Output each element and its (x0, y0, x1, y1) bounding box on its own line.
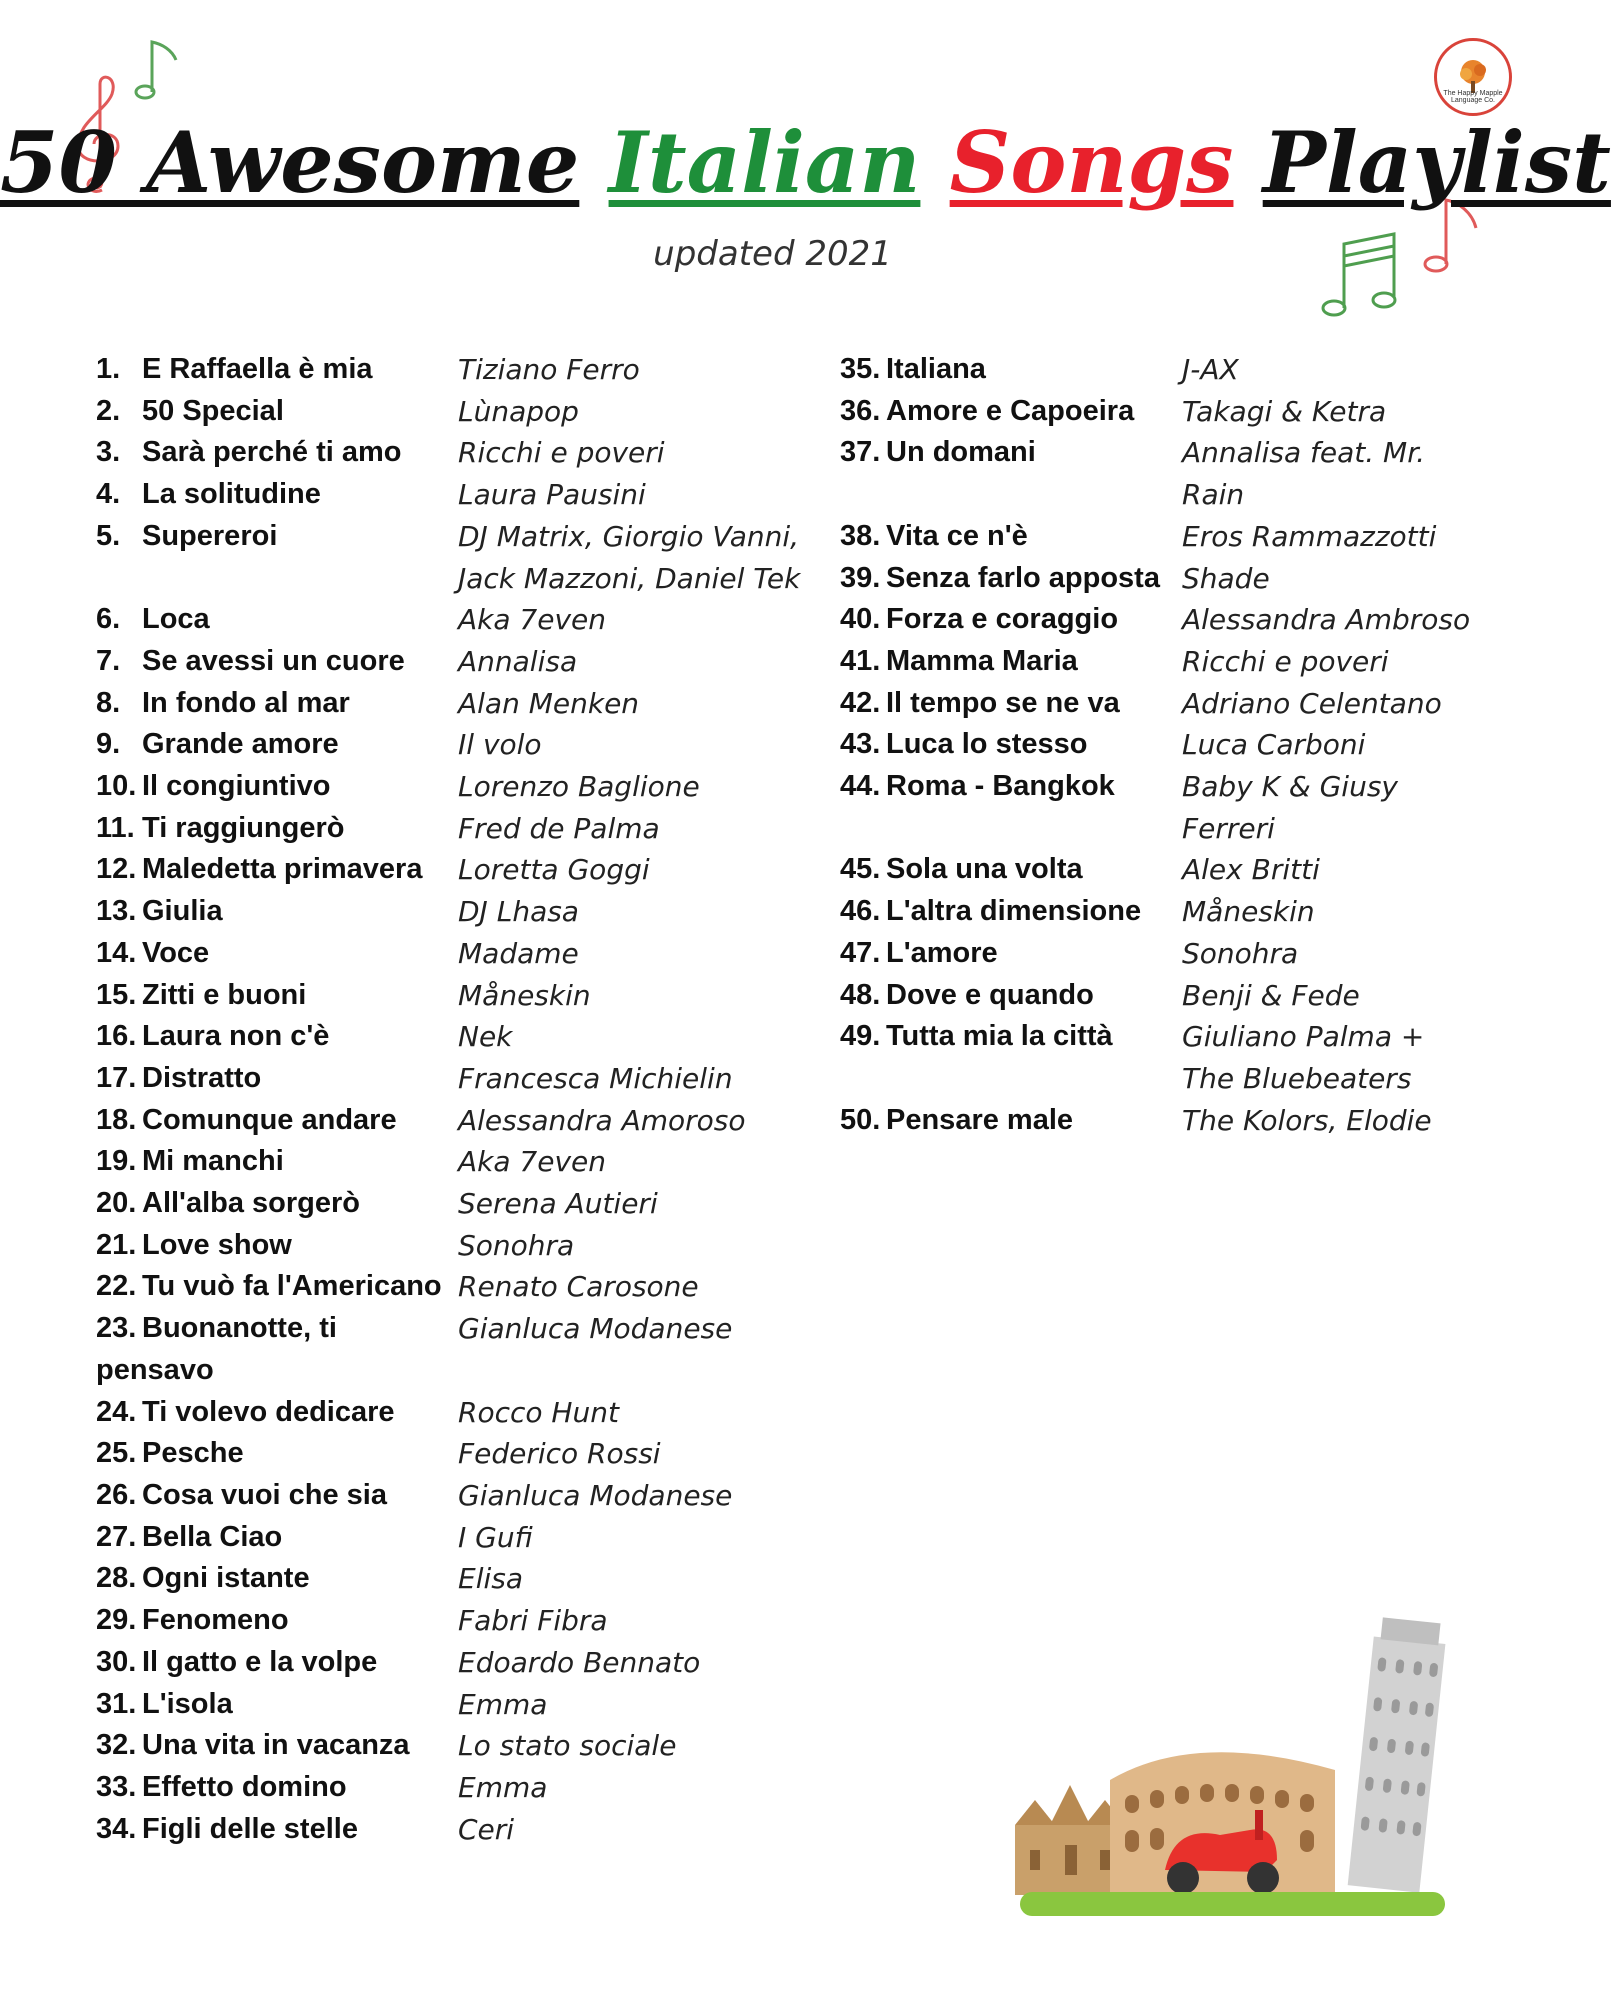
song-artist: Ricchi e poveri (458, 436, 665, 470)
song-title: Love show (142, 1228, 292, 1261)
song-title-cell (96, 1100, 458, 1142)
song-title-cell (840, 516, 1182, 558)
song-title: L'isola (142, 1687, 233, 1720)
song-number: 6. (96, 603, 121, 636)
song-number: 36. (840, 394, 881, 427)
song-title-cell (96, 808, 458, 850)
song-title: Laura non c'è (142, 1020, 330, 1053)
song-title-cell (96, 1684, 458, 1726)
song-row (96, 808, 816, 850)
song-number: 33. (96, 1770, 137, 1803)
song-number: 16. (96, 1020, 137, 1053)
song-row (840, 641, 1480, 683)
song-title-cell (96, 1058, 458, 1100)
song-row (96, 1475, 816, 1517)
song-number: 49. (840, 1020, 881, 1053)
song-title: Una vita in vacanza (142, 1729, 410, 1762)
song-row (840, 933, 1480, 975)
song-artist: Aka 7even (458, 603, 607, 637)
title-part-4: Playlist (1262, 113, 1611, 212)
song-title-cell (96, 1016, 458, 1058)
song-row (96, 1809, 816, 1851)
song-title: Grande amore (142, 728, 339, 761)
song-title: Supereroi (142, 519, 278, 552)
song-artist: Alessandra Amoroso (458, 1103, 746, 1137)
song-title: All'alba sorgerò (142, 1187, 361, 1220)
song-artist: Måneskin (1182, 895, 1315, 929)
song-title: Dove e quando (886, 978, 1094, 1011)
leaning-tower-icon (1348, 1617, 1448, 1893)
song-title-cell (840, 766, 1182, 849)
song-number: 26. (96, 1478, 137, 1511)
song-title-cell (840, 891, 1182, 933)
song-artist: Benji & Fede (1182, 978, 1360, 1012)
song-row (840, 516, 1480, 558)
song-title: Maledetta primavera (142, 853, 423, 886)
song-title-cell (96, 1600, 458, 1642)
song-number: 22. (96, 1270, 137, 1303)
song-title-cell (96, 1475, 458, 1517)
song-title-cell (840, 558, 1182, 600)
song-row (96, 1642, 816, 1684)
song-number: 15. (96, 978, 137, 1011)
song-row (96, 1517, 816, 1559)
song-artist: Loretta Goggi (458, 853, 650, 887)
song-number: 41. (840, 644, 881, 677)
song-title-cell (840, 849, 1182, 891)
song-row (96, 766, 816, 808)
song-title: Il tempo se ne va (886, 686, 1120, 719)
song-number: 7. (96, 644, 121, 677)
logo-text: The Happy Mapple Language Co. (1443, 90, 1503, 104)
song-number: 1. (96, 353, 121, 385)
song-artist: The Kolors, Elodie (1182, 1103, 1432, 1137)
song-number: 43. (840, 728, 881, 761)
song-row (840, 1016, 1480, 1099)
song-row (96, 683, 816, 725)
subtitle: updated 2021 (653, 234, 892, 274)
song-row (96, 1725, 816, 1767)
song-title-cell (840, 975, 1182, 1017)
song-row (96, 641, 816, 683)
song-row (96, 1100, 816, 1142)
brand-logo (1434, 38, 1512, 116)
song-artist: J-AX (1182, 353, 1239, 386)
song-number: 32. (96, 1729, 137, 1762)
song-title-cell (96, 891, 458, 933)
song-list-right (840, 349, 1480, 1141)
song-artist: Alessandra Ambroso (1182, 603, 1471, 637)
song-number: 4. (96, 478, 121, 511)
song-artist: Gianluca Modanese (458, 1478, 733, 1512)
song-number: 29. (96, 1604, 137, 1637)
song-title-cell (96, 349, 458, 391)
song-number: 17. (96, 1061, 137, 1094)
song-title-cell (840, 724, 1182, 766)
song-row (96, 1558, 816, 1600)
song-title-cell (96, 1225, 458, 1267)
song-artist: Ceri (458, 1812, 515, 1846)
song-artist: Ricchi e poveri (1182, 644, 1389, 678)
song-artist: Madame (458, 936, 579, 970)
song-row (840, 975, 1480, 1017)
song-artist: Emma (458, 1770, 548, 1804)
song-number: 5. (96, 519, 121, 552)
song-title-cell (96, 1725, 458, 1767)
song-title: Un domani (886, 436, 1036, 469)
song-title: L'amore (886, 936, 998, 969)
song-title: Tutta mia la città (886, 1020, 1113, 1053)
song-artist: I Gufi (458, 1520, 533, 1554)
song-number: 10. (96, 770, 137, 803)
song-artist: Annalisa (458, 644, 578, 678)
song-number: 20. (96, 1187, 137, 1220)
song-row (96, 1600, 816, 1642)
song-row (96, 349, 816, 391)
song-title-cell (840, 1016, 1182, 1099)
song-row (96, 474, 816, 516)
song-number: 39. (840, 561, 881, 594)
song-artist: Serena Autieri (458, 1187, 658, 1221)
song-number: 42. (840, 686, 881, 719)
song-artist: Takagi & Ketra (1182, 394, 1387, 428)
song-title-cell (96, 683, 458, 725)
song-title-cell (840, 933, 1182, 975)
song-title: Forza e coraggio (886, 603, 1119, 636)
song-row (96, 1684, 816, 1726)
song-row (96, 1141, 816, 1183)
song-title: Sarà perché ti amo (142, 436, 402, 469)
song-title: Roma - Bangkok (886, 770, 1115, 803)
song-title: Vita ce n'è (886, 519, 1028, 552)
song-title: Distratto (142, 1061, 262, 1094)
song-title: Senza farlo apposta (886, 561, 1160, 594)
title-part-3: Songs (949, 113, 1234, 212)
song-title: Il gatto e la volpe (142, 1645, 378, 1678)
song-artist: Giuliano Palma + The Bluebeaters (1182, 1020, 1425, 1095)
song-number: 34. (96, 1812, 137, 1845)
song-title-cell (96, 474, 458, 516)
song-row (840, 683, 1480, 725)
title-part-2: Italian (608, 113, 921, 212)
song-row (96, 516, 816, 599)
song-number: 38. (840, 519, 881, 552)
song-artist: Francesca Michielin (458, 1061, 733, 1095)
song-row (96, 1183, 816, 1225)
song-title: Italiana (886, 353, 986, 385)
song-artist: Gianluca Modanese (458, 1312, 733, 1346)
song-title: Cosa vuoi che sia (142, 1478, 387, 1511)
song-number: 40. (840, 603, 881, 636)
song-title-cell (96, 975, 458, 1017)
song-title: Buonanotte, ti pensavo (96, 1312, 337, 1386)
song-artist: Edoardo Bennato (458, 1645, 701, 1679)
song-title: E Raffaella è mia (142, 353, 373, 385)
song-title-cell (840, 432, 1182, 515)
song-title: Luca lo stesso (886, 728, 1088, 761)
song-artist: Rocco Hunt (458, 1395, 619, 1429)
song-artist: Måneskin (458, 978, 591, 1012)
page-title (0, 108, 1611, 218)
song-row (840, 349, 1480, 391)
song-title-cell (96, 1558, 458, 1600)
song-row (840, 432, 1480, 515)
song-artist: Laura Pausini (458, 478, 646, 512)
song-title-cell (96, 1141, 458, 1183)
song-number: 48. (840, 978, 881, 1011)
song-artist: Sonohra (458, 1228, 575, 1262)
song-number: 14. (96, 936, 137, 969)
song-number: 28. (96, 1562, 137, 1595)
song-row (96, 1767, 816, 1809)
song-title-cell (96, 766, 458, 808)
song-artist: DJ Lhasa (458, 895, 579, 929)
song-title: Amore e Capoeira (886, 394, 1135, 427)
song-row (96, 1433, 816, 1475)
song-title-cell (840, 683, 1182, 725)
song-number: 13. (96, 895, 137, 928)
song-number: 21. (96, 1228, 137, 1261)
song-row (96, 391, 816, 433)
song-artist: Baby K & Giusy Ferreri (1182, 770, 1398, 845)
song-number: 24. (96, 1395, 137, 1428)
song-title: Comunque andare (142, 1103, 397, 1136)
song-artist: DJ Matrix, Giorgio Vanni, Jack Mazzoni, Daniel Tek (458, 519, 801, 595)
song-row (96, 1308, 816, 1391)
song-number: 31. (96, 1687, 137, 1720)
song-number: 18. (96, 1103, 137, 1136)
song-row (96, 849, 816, 891)
song-row (840, 724, 1480, 766)
song-row (840, 766, 1480, 849)
song-row (840, 391, 1480, 433)
song-title-cell (96, 1183, 458, 1225)
song-title: Tu vuò fa l'Americano (142, 1270, 442, 1303)
song-number: 50. (840, 1103, 881, 1136)
colosseum-icon (1110, 1752, 1335, 1895)
song-title-cell (840, 1100, 1182, 1142)
song-row (96, 891, 816, 933)
duomo-icon (1015, 1785, 1125, 1895)
song-title: Effetto domino (142, 1770, 347, 1803)
song-row (96, 975, 816, 1017)
song-artist: Renato Carosone (458, 1270, 699, 1304)
song-title: In fondo al mar (142, 686, 350, 719)
song-title-cell (96, 432, 458, 474)
song-title-cell (96, 933, 458, 975)
italy-landmarks-illustration (1015, 1610, 1445, 1920)
song-artist: Alex Britti (1182, 853, 1320, 887)
title-part-1: 50 Awesome (0, 113, 580, 212)
song-title-cell (96, 641, 458, 683)
song-row (96, 432, 816, 474)
song-title-cell (96, 1642, 458, 1684)
song-row (96, 1016, 816, 1058)
song-row (840, 599, 1480, 641)
song-artist: Il volo (458, 728, 542, 762)
song-title: Pensare male (886, 1103, 1074, 1136)
song-title-cell (840, 349, 1182, 391)
song-number: 46. (840, 895, 881, 928)
song-row (96, 933, 816, 975)
song-artist: Nek (458, 1020, 513, 1054)
song-title-cell (96, 1266, 458, 1308)
song-title-cell (96, 724, 458, 766)
song-title-cell (96, 516, 458, 599)
song-row (96, 599, 816, 641)
song-row (840, 1100, 1480, 1142)
song-number: 27. (96, 1520, 137, 1553)
song-row (840, 849, 1480, 891)
song-artist: Aka 7even (458, 1145, 607, 1179)
song-artist: Tiziano Ferro (458, 353, 640, 386)
song-title: Zitti e buoni (142, 978, 307, 1011)
song-row (96, 1058, 816, 1100)
song-number: 12. (96, 853, 137, 886)
song-row (96, 1266, 816, 1308)
grass-strip (1020, 1892, 1445, 1916)
song-title-cell (96, 391, 458, 433)
song-artist: Emma (458, 1687, 548, 1721)
song-artist: Fabri Fibra (458, 1604, 608, 1638)
song-number: 19. (96, 1145, 137, 1178)
song-title: Ti volevo dedicare (142, 1395, 395, 1428)
song-title: Pesche (142, 1437, 244, 1470)
song-number: 11. (96, 811, 135, 844)
song-title: Giulia (142, 895, 223, 928)
song-artist: Eros Rammazzotti (1182, 519, 1437, 553)
song-number: 23. (96, 1312, 137, 1345)
song-title: Se avessi un cuore (142, 644, 405, 677)
song-title-cell (96, 1767, 458, 1809)
song-row (96, 724, 816, 766)
song-number: 44. (840, 770, 881, 803)
song-artist: Annalisa feat. Mr. Rain (1182, 436, 1426, 512)
song-artist: Elisa (458, 1562, 523, 1596)
song-title: 50 Special (142, 394, 284, 427)
song-number: 8. (96, 686, 121, 719)
song-title: Ogni istante (142, 1562, 310, 1595)
song-number: 25. (96, 1437, 137, 1470)
song-number: 3. (96, 436, 121, 469)
song-title: Fenomeno (142, 1604, 289, 1637)
song-title-cell (96, 1809, 458, 1851)
song-title-cell (96, 599, 458, 641)
song-title: Ti raggiungerò (142, 811, 345, 844)
song-artist: Adriano Celentano (1182, 686, 1442, 720)
song-row (96, 1392, 816, 1434)
song-title: Voce (142, 936, 210, 969)
song-title: Mi manchi (142, 1145, 284, 1178)
song-artist: Fred de Palma (458, 811, 660, 845)
song-artist: Luca Carboni (1182, 728, 1366, 762)
song-number: 37. (840, 436, 881, 469)
song-number: 35. (840, 353, 881, 385)
song-row (96, 1225, 816, 1267)
song-artist: Alan Menken (458, 686, 640, 720)
song-title-cell (840, 641, 1182, 683)
song-title: Bella Ciao (142, 1520, 283, 1553)
song-list-left (96, 349, 816, 1850)
song-title: Sola una volta (886, 853, 1083, 886)
song-title: La solitudine (142, 478, 321, 511)
song-artist: Shade (1182, 561, 1270, 595)
song-artist: Lorenzo Baglione (458, 770, 700, 804)
song-row (840, 558, 1480, 600)
song-title-cell (96, 1517, 458, 1559)
song-title-cell (96, 1433, 458, 1475)
song-title: Il congiuntivo (142, 770, 331, 803)
song-title-cell (96, 1308, 458, 1391)
song-number: 30. (96, 1645, 137, 1678)
song-artist: Federico Rossi (458, 1437, 661, 1471)
song-title-cell (840, 599, 1182, 641)
song-title-cell (96, 849, 458, 891)
song-number: 47. (840, 936, 881, 969)
song-number: 2. (96, 394, 121, 427)
song-artist: Sonohra (1182, 936, 1299, 970)
song-title: L'altra dimensione (886, 895, 1142, 928)
song-title: Mamma Maria (886, 644, 1078, 677)
song-title-cell (96, 1392, 458, 1434)
song-artist: Lùnapop (458, 394, 579, 428)
song-title: Loca (142, 603, 210, 636)
song-row (840, 891, 1480, 933)
song-number: 45. (840, 853, 881, 886)
song-title-cell (840, 391, 1182, 433)
song-artist: Lo stato sociale (458, 1729, 677, 1763)
song-number: 9. (96, 728, 121, 761)
music-note-icon (132, 34, 188, 104)
song-title: Figli delle stelle (142, 1812, 358, 1845)
